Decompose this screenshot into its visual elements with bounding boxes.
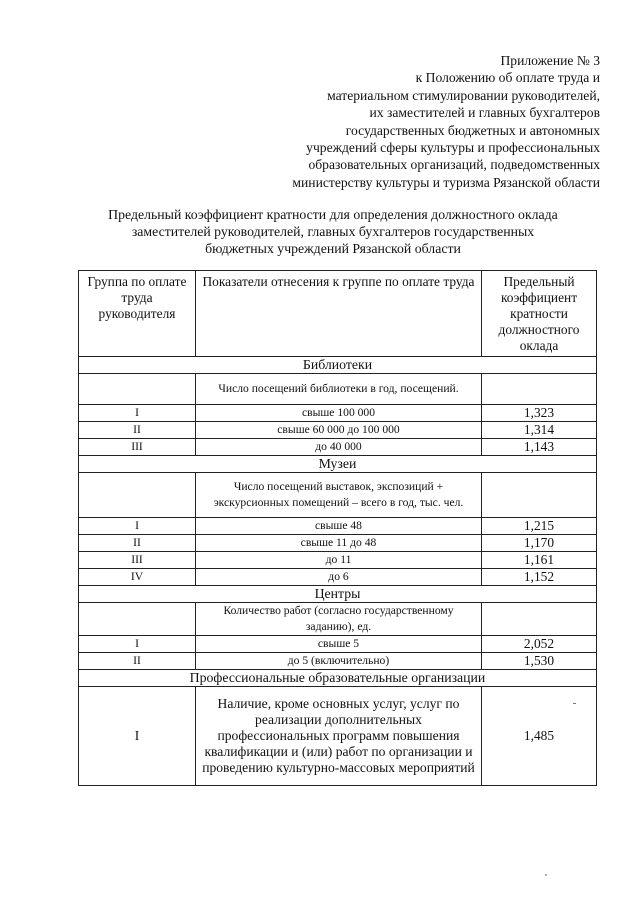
range-cell: свыше 5: [196, 636, 482, 653]
section-row-libraries: [79, 357, 597, 374]
group-cell: I: [79, 636, 196, 653]
appendix-line: Приложение № 3: [500, 53, 600, 68]
criterion-text: Число посещений выставок, экспозиций + экскурсионных помещений – всего в год, тыс. чел.: [196, 473, 482, 518]
group-cell: III: [79, 439, 196, 456]
value-cell: 1,530: [482, 653, 597, 670]
value-cell: 2,052: [482, 636, 597, 653]
appendix-line: министерству культуры и туризма Рязанской области: [292, 174, 600, 190]
group-cell: IV: [79, 569, 196, 586]
criterion-row: [79, 603, 597, 636]
group-cell: II: [79, 422, 196, 439]
section-title: Центры: [79, 586, 597, 603]
value-cell: 1,323: [482, 405, 597, 422]
section-row-education: [79, 670, 597, 687]
table-row: [79, 518, 597, 535]
table-row: [79, 569, 597, 586]
criterion-text: Число посещений библиотеки в год, посещений.: [196, 374, 482, 405]
range-cell: свыше 60 000 до 100 000: [196, 422, 482, 439]
header-indicators: Показатели отнесения к группе по оплате труда: [196, 271, 482, 357]
value-cell: 1,143: [482, 439, 597, 456]
appendix-line: государственных бюджетных и автономных: [345, 122, 600, 138]
appendix-line: их заместителей и главных бухгалтеров: [369, 105, 600, 121]
appendix-line: образовательных организаций, подведомственных: [308, 157, 600, 173]
header-coefficient: Предельный коэффициент кратности должностного оклада: [482, 271, 597, 357]
value-cell: 1,314: [482, 422, 597, 439]
range-cell: свыше 100 000: [196, 405, 482, 422]
range-cell: Наличие, кроме основных услуг, услуг по реализации дополнительных профессиональных программ повышения квалификации и (или) работ по организации и проведению культурно-массовых мероприятий: [196, 687, 482, 786]
scan-dot: [545, 874, 547, 876]
group-cell: II: [79, 653, 196, 670]
value-cell: 1,170: [482, 535, 597, 552]
title-line: Предельный коэффициент кратности для определения должностного оклада: [108, 207, 558, 222]
appendix-header: [240, 52, 600, 191]
appendix-line: материальном стимулировании руководителей,: [327, 87, 600, 103]
group-cell: III: [79, 552, 196, 569]
group-cell: I: [79, 518, 196, 535]
value-cell: 1,215: [482, 518, 597, 535]
title-line: заместителей руководителей, главных бухгалтеров государственных: [131, 224, 535, 239]
criterion-text: Количество работ (согласно государственному заданию), ед.: [196, 603, 482, 636]
document-title: [70, 206, 596, 257]
table-row: [79, 653, 597, 670]
appendix-line: к Положению об оплате труда и: [415, 70, 600, 86]
value-cell: 1,152: [482, 569, 597, 586]
scan-mark: [573, 703, 576, 704]
coefficient-table: [78, 270, 597, 786]
table-row: [79, 439, 597, 456]
section-title: Профессиональные образовательные организации: [79, 670, 597, 687]
header-group: Группа по оплате труда руководителя: [79, 271, 196, 357]
value-cell: 1,161: [482, 552, 597, 569]
title-line: бюджетных учреждений Рязанской области: [205, 241, 461, 256]
criterion-row: [79, 473, 597, 518]
range-cell: свыше 11 до 48: [196, 535, 482, 552]
table-header-row: [79, 271, 597, 357]
table-row: [79, 535, 597, 552]
table-row: [79, 405, 597, 422]
range-cell: до 5 (включительно): [196, 653, 482, 670]
group-cell: I: [79, 405, 196, 422]
section-title: Музеи: [79, 456, 597, 473]
section-row-museums: [79, 456, 597, 473]
table-row: [79, 552, 597, 569]
section-row-centers: [79, 586, 597, 603]
table-row: [79, 636, 597, 653]
table-row: [79, 687, 597, 786]
range-cell: до 6: [196, 569, 482, 586]
appendix-line: учреждений сферы культуры и профессиональных: [306, 140, 600, 156]
table-row: [79, 422, 597, 439]
range-cell: до 11: [196, 552, 482, 569]
range-cell: до 40 000: [196, 439, 482, 456]
group-cell: II: [79, 535, 196, 552]
value-cell: 1,485: [482, 687, 597, 786]
criterion-row: [79, 374, 597, 405]
section-title: Библиотеки: [79, 357, 597, 374]
group-cell: I: [79, 687, 196, 786]
range-cell: свыше 48: [196, 518, 482, 535]
